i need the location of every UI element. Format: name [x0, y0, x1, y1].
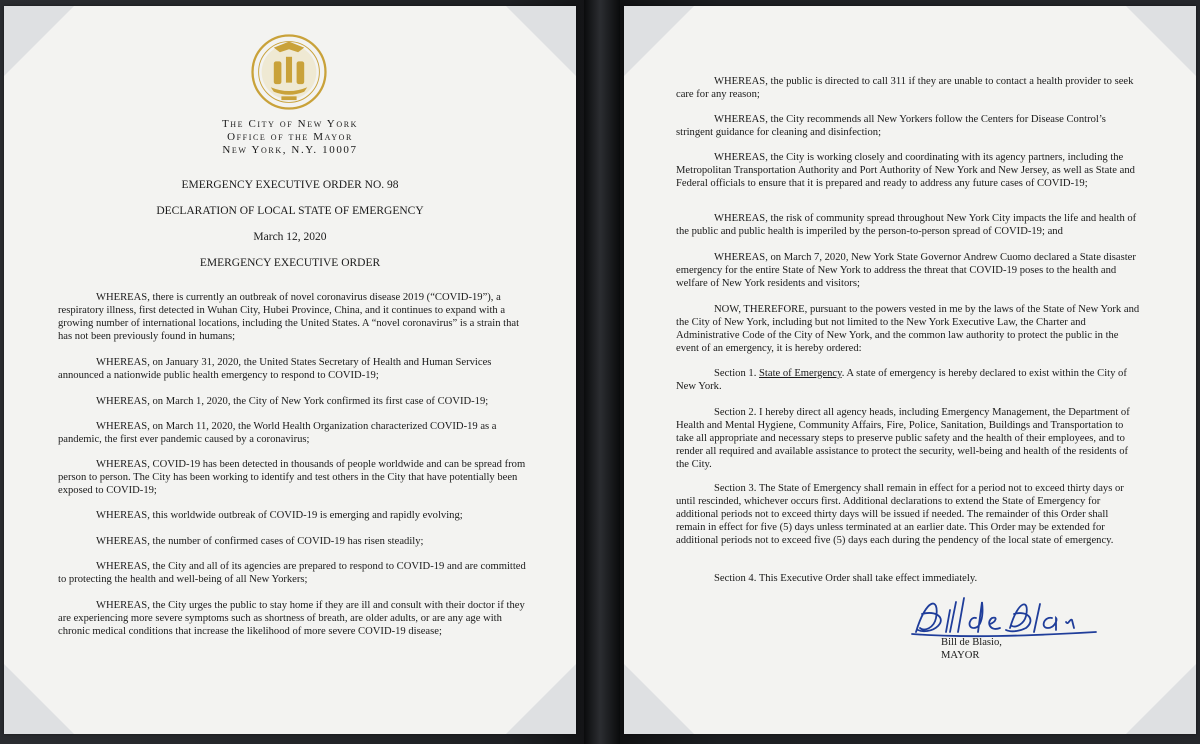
signatory-title: MAYOR	[941, 650, 980, 661]
corner-pocket	[1126, 664, 1196, 734]
corner-pocket	[506, 6, 576, 76]
whereas-paragraph: WHEREAS, the City urges the public to stay home if they are ill and consult with their doctor if they are experiencing more severe symptoms such as shortness of breath, are older adults, or are any age with chronic medical conditions that increase the likelihood of more severe COVID-19 disease;	[58, 600, 525, 637]
whereas-paragraph: WHEREAS, the risk of community spread throughout New York City impacts the life and health of the public and public health is imperiled by the person-to-person spread of COVID-19; and	[676, 213, 1137, 237]
corner-pocket	[4, 664, 74, 734]
letterhead-office: Office of the Mayor	[227, 131, 353, 143]
whereas-paragraph: WHEREAS, on March 1, 2020, the City of New York confirmed its first case of COVID-19;	[96, 396, 489, 407]
whereas-paragraph: WHEREAS, the City recommends all New Yorkers follow the Centers for Disease Control’s stringent guidance for cleaning and disinfection;	[676, 114, 1106, 138]
whereas-paragraph: WHEREAS, the public is directed to call 311 if they are unable to contact a health provider to seek care for any reason;	[676, 76, 1134, 100]
signatory-name: Bill de Blasio,	[941, 637, 1002, 648]
whereas-paragraph: WHEREAS, on March 7, 2020, New York State Governor Andrew Cuomo declared a State disaster emergency for the entire State of New York to address the threat that COVID-19 poses to the health and welfare of New York residents and visitors;	[676, 252, 1136, 289]
whereas-paragraph: WHEREAS, the City is working closely and coordinating with its agency partners, including the Metropolitan Transportation Authority and Port Authority of New York and New Jersey, as well as State and Federal officials to ensure that it is prepared and ready to address any future cases of COVID-19;	[676, 152, 1135, 189]
letterhead-address: New York, N.Y. 10007	[222, 144, 358, 156]
whereas-paragraph: WHEREAS, on January 31, 2020, the United States Secretary of Health and Human Services announced a nationwide public health emergency to respond to COVID-19;	[58, 357, 492, 381]
letterhead-city: The City of New York	[221, 118, 359, 130]
section-1-title: State of Emergency	[759, 368, 842, 379]
declaration-title: DECLARATION OF LOCAL STATE OF EMERGENCY	[156, 205, 424, 217]
corner-pocket	[506, 664, 576, 734]
right-page	[624, 6, 1196, 734]
section-4: Section 4. This Executive Order shall take effect immediately.	[714, 573, 978, 584]
mayor-signature	[906, 588, 1106, 644]
section-2: Section 2. I hereby direct all agency heads, including Emergency Management, the Department of Health and Mental Hygiene, Community Affairs, Fire, Police, Sanitation, Buildings and Transportation to take all appropriate and necessary steps to preserve public safety and the health of their employees, and to render all required and available assistance to protect the security, well-being and health of the residents of the City.	[676, 407, 1130, 470]
corner-pocket	[4, 6, 74, 76]
whereas-paragraph: WHEREAS, on March 11, 2020, the World Health Organization characterized COVID-19 as a pandemic, the first ever pandemic caused by a coronavirus;	[58, 421, 497, 445]
whereas-paragraph: WHEREAS, the City and all of its agencies are prepared to respond to COVID-19 and are committed to protecting the health and well-being of all New Yorkers;	[58, 561, 526, 585]
now-therefore-paragraph: NOW, THEREFORE, pursuant to the powers vested in me by the laws of the State of New York and the City of New York, including but not limited to the New York Executive Law, the Charter and Administrative Code of the City of New York, and the common law authority to protect the public in the event of an emergency, it is hereby ordered:	[676, 304, 1140, 354]
whereas-paragraph: WHEREAS, this worldwide outbreak of COVID-19 is emerging and rapidly evolving;	[96, 510, 463, 521]
corner-pocket	[624, 6, 694, 76]
order-date: March 12, 2020	[253, 231, 327, 243]
section-1: Section 1. State of Emergency. A state of emergency is hereby declared to exist within the City of New York.	[676, 368, 1127, 392]
left-page	[4, 6, 576, 734]
corner-pocket	[624, 664, 694, 734]
whereas-paragraph: WHEREAS, there is currently an outbreak of novel coronavirus disease 2019 (“COVID-19”), a respiratory illness, first detected in Wuhan City, Hubei Province, China, and it continues to expand with a growing number of international locations, including the United States. A “novel coronavirus” is a strain that has not been previously found in humans;	[58, 292, 520, 342]
order-number: EMERGENCY EXECUTIVE ORDER NO. 98	[181, 179, 399, 191]
city-seal-icon	[251, 34, 327, 110]
whereas-paragraph: WHEREAS, the number of confirmed cases of COVID-19 has risen steadily;	[96, 536, 424, 547]
corner-pocket	[1126, 6, 1196, 76]
whereas-paragraph: WHEREAS, COVID-19 has been detected in thousands of people worldwide and can be spread from person to person. The City has been working to identify and test others in the City that have potentially been exposed to COVID-19;	[58, 459, 526, 496]
order-subtitle: EMERGENCY EXECUTIVE ORDER	[199, 257, 381, 269]
folder-spine	[584, 0, 620, 744]
section-3: Section 3. The State of Emergency shall remain in effect for a period not to exceed thirty days or until rescinded, whichever occurs first. Additional declarations to extend the State of Emergency for additional periods not to exceed thirty days will be issued if needed. The remainder of this Order shall remain in effect for five (5) days unless terminated at an earlier date. This Order may be extended for additional periods not to exceed five (5) days each during the pendency of the local state of emergency.	[676, 483, 1124, 546]
